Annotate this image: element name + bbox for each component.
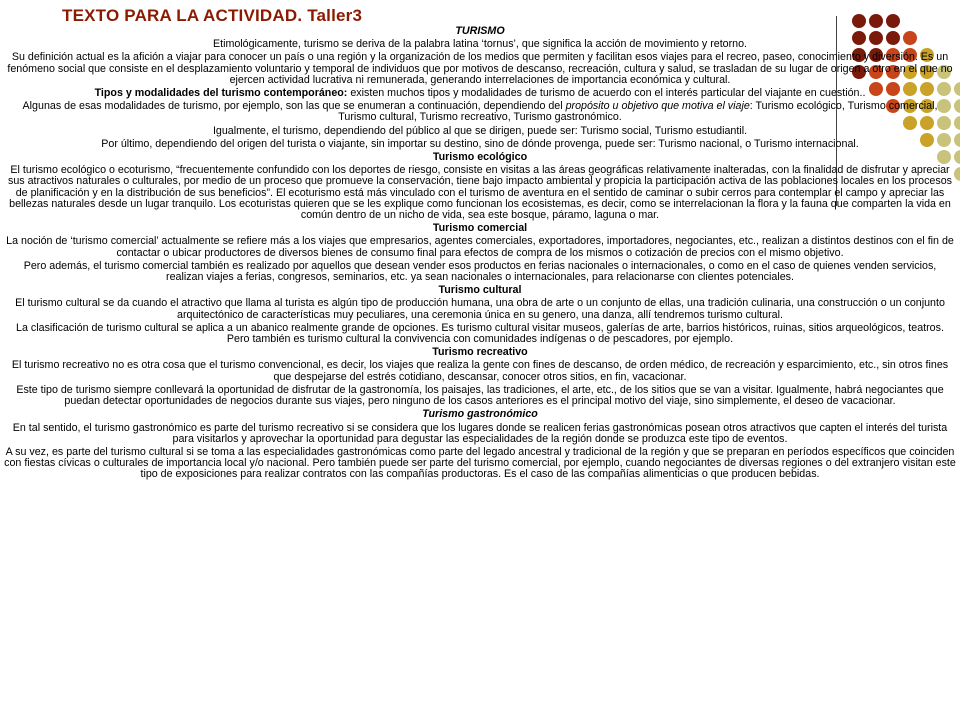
paragraph: A su vez, es parte del turismo cultural si se toma a las especialidades gastronómicas como parte del legado ancestral y tradicional de la región y que se preparan en períodos específicos que coinciden con fiestas cívicas o culturales de importancia local y/o nacional. Pero también puede ser parte del turismo comercial, por ejemplo, cuando negociantes de diversas regiones o del extranjero visitan este tipo de exposiciones para realizar contratos con las compañías productoras. Es el caso de las compañías alimenticias o que producen bebidas.: [4, 445, 956, 481]
heading-turismo-comercial: Turismo comercial: [432, 222, 528, 235]
heading-turismo-recreativo: Turismo recreativo: [432, 346, 528, 359]
modalities-text-b: : Turismo ecológico, Turismo comercial, Turismo cultural, Turismo recreativo, Turismo gastronómico.: [338, 100, 938, 124]
paragraph: Igualmente, el turismo, dependiendo del público al que se dirigen, puede ser: Turismo social, Turismo estudiantil.: [212, 124, 748, 137]
paragraph: El turismo cultural se da cuando el atractivo que llama al turista es algún tipo de producción humana, una obra de arte o un conjunto de ellas, una tradición culinaria, una construcción o un conjunto arquitectónico de características muy peculiares, una ceremonia única en su genero, una danza, allí tendremos turismo cultural.: [15, 297, 945, 321]
paragraph: Pero además, el turismo comercial también es realizado por aquellos que desean vender esos productos en ferias nacionales o internacionales, o como en el caso de quienes venden servicios, realizan viajes a ferias, congresos, seminarios, etc. ya sean nacionales o internacionales, para relacionarse con clientes potenciales.: [23, 259, 937, 284]
paragraph: En tal sentido, el turismo gastronómico es parte del turismo recreativo si se considera que los lugares donde se realicen ferias gastronómicas posean otros atractivos que capten el interés del turista para visitarlos y aprovechar la oportunidad para degustar las especialidades de la región donde se produzca este tipo de eventos.: [12, 421, 948, 445]
paragraph: La noción de ‘turismo comercial’ actualmente se refiere más a los viajes que empresarios, agentes comerciales, exportadores, importadores, negociantes, etc., realizan a distintos destinos con el fin de contactar o ubicar productores de diversos bienes de consumo final para efectos de compra de los mismos o cotización de precios con el mismo objetivo.: [6, 235, 954, 259]
paragraph-types: [4, 88, 956, 99]
modalities-text-a: Algunas de esas modalidades de turismo, por ejemplo, son las que se enumeran a continuación, dependiendo del: [22, 100, 566, 113]
heading-turismo-cultural: Turismo cultural: [438, 284, 522, 297]
paragraph: El turismo recreativo no es otra cosa que el turismo convencional, es decir, los viajes que realiza la gente con fines de descanso, de orden médico, de recreación y esparcimiento, etc., sin otros fines que despejarse del estrés cotidiano, descansar, conocer otros sitios, en fin, vacacionar.: [11, 359, 949, 383]
document-body: [4, 26, 956, 483]
paragraph: El turismo ecológico o ecoturismo, “frecuentemente confundido con los deportes de riesgo, consiste en visitas a las áreas geográficas relativamente inalteradas, con la finalidad de disfrutar y apreciar sus atractivos naturales o culturales, por medio de un proceso que promueve la conservación, tiene bajo impacto ambiental y propicia la participación activa de las poblaciones locales en los procesos de planificación y en la distribución de sus beneficios”. El ecoturismo está más vinculado con el turismo de aventura en el sentido de caminar o subir cerros para contemplar el campo y apreciar las bellezas naturales desde un lugar tranquilo. Los ecoturistas quieren que se les explique como funcionan los ecosistemas, es decir, como se interrelacionan la flora y la fauna que comparten la vida en común dentro de un nicho de vida, sea este bosque, páramo, laguna o mar.: [8, 164, 952, 222]
paragraph: Su definición actual es la afición a viajar para conocer un país o una región y la organización de los medios que permiten y facilitan esos viajes para el recreo, paseo, conocimiento y diversión. Es un fenómeno social que consiste en el desplazamiento voluntario y temporal de individuos que por motivos de descanso, recreación, cultura y salud, se trasladan de su lugar de origen a otro en el que no ejercen actividad lucrativa ni remunerada, generando interrelaciones de importancia económica y cultural.: [7, 51, 953, 86]
heading-turismo-ecologico: Turismo ecológico: [432, 151, 528, 164]
page-title: TEXTO PARA LA ACTIVIDAD. Taller3: [62, 6, 363, 25]
paragraph-modalities: [4, 101, 956, 123]
paragraph: La clasificación de turismo cultural se aplica a un abanico realmente grande de opciones. Es turismo cultural visitar museos, galerías de arte, barrios históricos, ruinas, sitios arqueológicos, teatros. Pero también es turismo cultural la convivencia con comunidades indígenas o de pescadores, por ejemplo.: [16, 321, 944, 346]
heading-turismo: TURISMO: [455, 25, 505, 37]
types-lead: Tipos y modalidades del turismo contemporáneo:: [94, 87, 348, 100]
paragraph: Etimológicamente, turismo se deriva de la palabra latina ‘tornus’, que significa la acción de movimiento y retorno.: [212, 38, 748, 51]
paragraph: Por último, dependiendo del origen del turista o viajante, sin importar su destino, sino de dónde provenga, puede ser: Turismo nacional, o Turismo internacional.: [101, 137, 859, 150]
types-text: existen muchos tipos y modalidades de turismo de acuerdo con el interés particular del viajante en cuestión..: [347, 87, 866, 100]
heading-turismo-gastronomico: Turismo gastronómico: [422, 408, 538, 421]
paragraph: Este tipo de turismo siempre conllevará la oportunidad de disfrutar de la gastronomía, los paisajes, las tradiciones, el arte, etc., de los sitios que se van a visitar. Igualmente, habrá negociantes que puedan detectar oportunidades de negocios durante sus viajes, pero ninguno de los casos anteriores es el principal motivo del viaje, sino simplemente, el deseo de vacacionar.: [16, 383, 944, 408]
modalities-emphasis: propósito u objetivo que motiva el viaje: [565, 100, 750, 113]
